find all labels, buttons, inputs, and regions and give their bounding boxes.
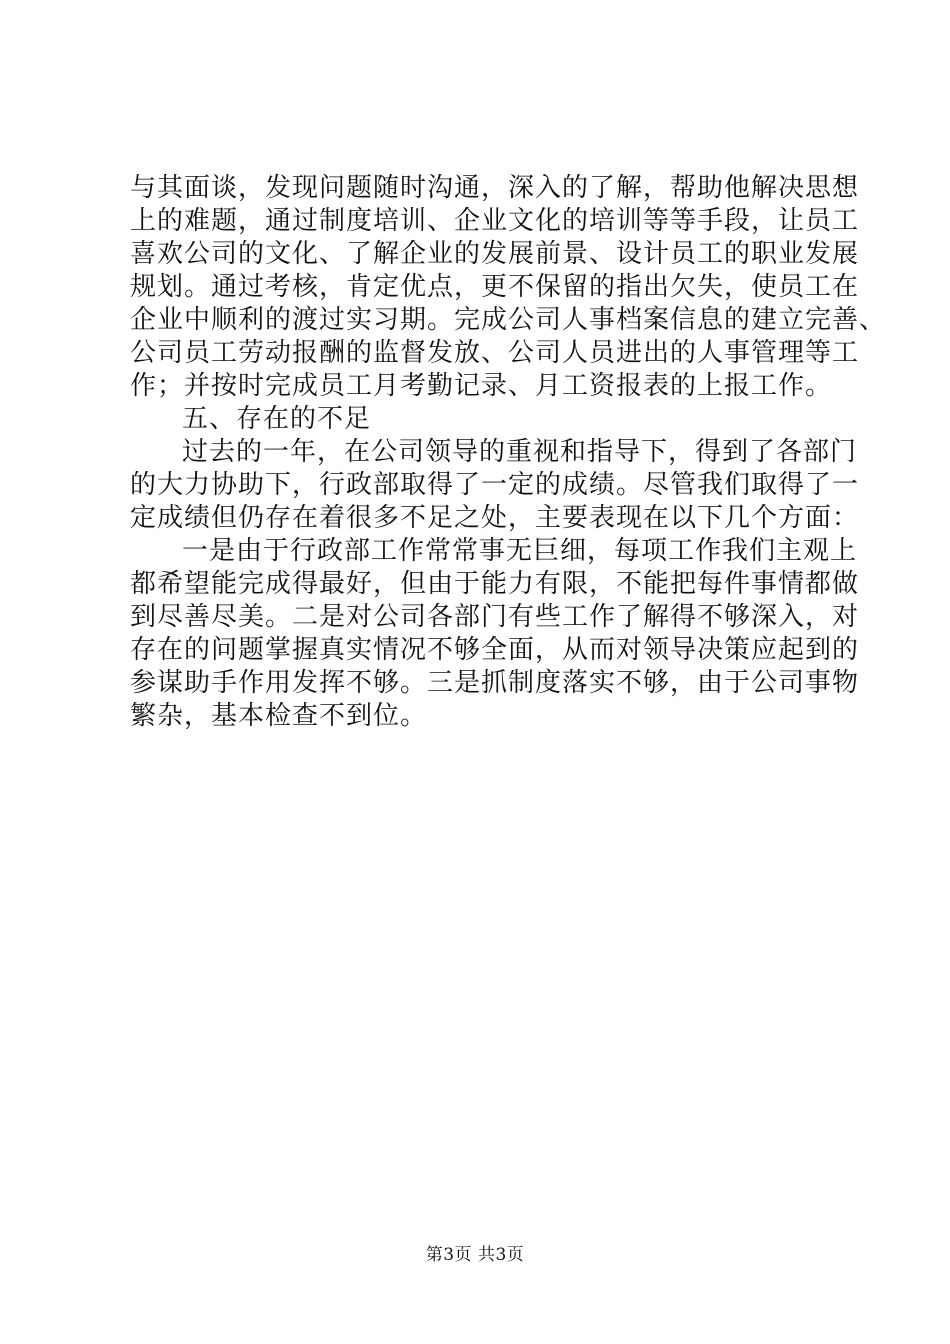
- page-footer: [0, 1244, 950, 1266]
- text-line: 繁杂，基本检查不到位。: [130, 701, 428, 731]
- document-body: [130, 172, 887, 733]
- text-line: 作；并按时完成员工月考勤记录、月工资报表的上报工作。: [130, 371, 833, 401]
- text-line: 到尽善尽美。二是对公司各部门有些工作了解得不够深入，对: [130, 602, 860, 632]
- text-line: 与其面谈，发现问题随时沟通，深入的了解，帮助他解决思想: [130, 173, 860, 203]
- text-line: 一是由于行政部工作常常事无巨细，每项工作我们主观上: [182, 536, 858, 566]
- text-line: 存在的问题掌握真实情况不够全面，从而对领导决策应起到的: [130, 635, 860, 665]
- paragraph: [130, 436, 860, 535]
- text-line: 喜欢公司的文化、了解企业的发展前景、设计员工的职业发展: [130, 239, 860, 269]
- section-heading: 五、存在的不足: [182, 404, 372, 434]
- text-line: 定成绩但仍存在着很多不足之处，主要表现在以下几个方面：: [130, 503, 860, 533]
- text-line: 都希望能完成得最好，但由于能力有限，不能把每件事情都做: [130, 569, 860, 599]
- paragraph: [130, 535, 860, 733]
- paragraph-continuation: [130, 172, 887, 403]
- text-line: 参谋助手作用发挥不够。三是抓制度落实不够，由于公司事物: [130, 668, 860, 698]
- text-line: 公司员工劳动报酬的监督发放、公司人员进出的人事管理等工: [130, 338, 860, 368]
- text-line: 规划。通过考核，肯定优点，更不保留的指出欠失，使员工在: [130, 272, 860, 302]
- text-line: 的大力协助下，行政部取得了一定的成绩。尽管我们取得了一: [130, 470, 860, 500]
- page-number: 第3页 共3页: [425, 1245, 525, 1265]
- text-line: 过去的一年，在公司领导的重视和指导下，得到了各部门: [182, 437, 858, 467]
- text-line: 上的难题，通过制度培训、企业文化的培训等等手段，让员工: [130, 206, 860, 236]
- text-line: 企业中顺利的渡过实习期。完成公司人事档案信息的建立完善、: [130, 305, 887, 335]
